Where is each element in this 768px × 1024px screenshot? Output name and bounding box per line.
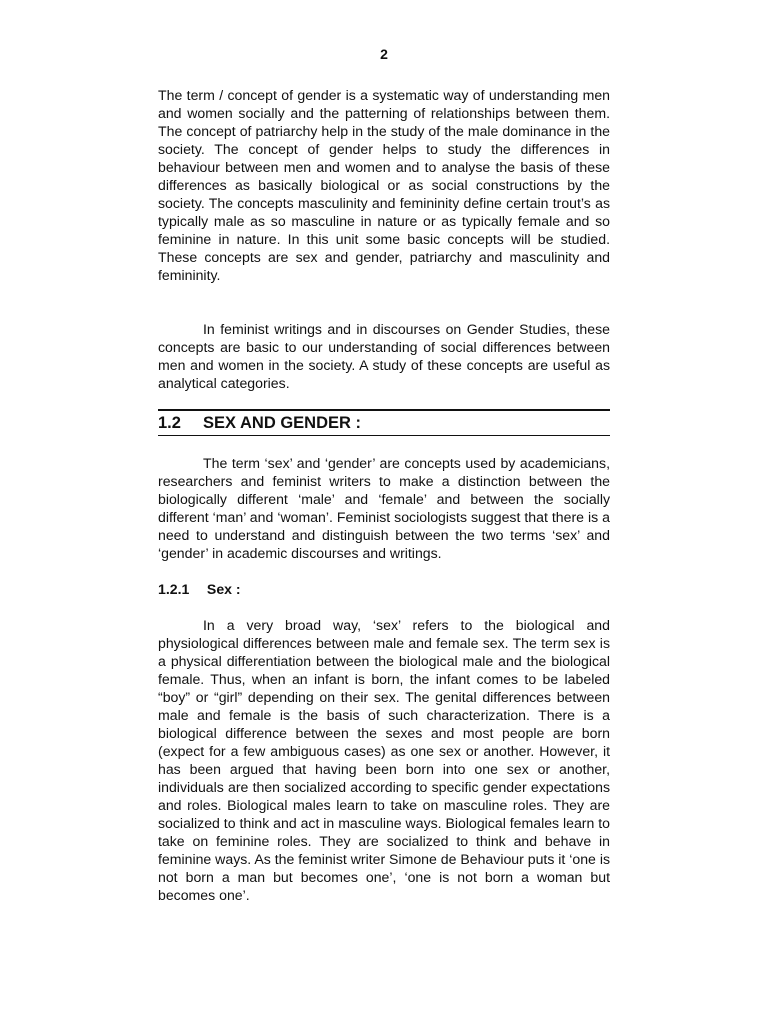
intro-paragraph: The term / concept of gender is a systematic way of understanding men and women socially and the patterning of relationships between them. The concept of patriarchy help in the study of the male dominance in the society. The concept of gender helps to study the differences in behaviour between men and women and to analyse the basis of these differences as basically biological or as social constructions by the society. The concepts masculinity and femininity define certain trout’s as typically male as so masculine in nature or as typically female and so feminine in nature. In this unit some basic concepts will be studied. These concepts are sex and gender, patriarchy and masculinity and femininity.	[158, 87, 610, 283]
subsection-number: 1.2.1	[158, 581, 190, 597]
feminist-writings-paragraph: In feminist writings and in discourses on Gender Studies, these concepts are basic to our understanding of social differences between men and women in the society. A study of these concepts are useful as analytical categories.	[158, 321, 610, 391]
sex-gender-terms-paragraph: The term ‘sex’ and ‘gender’ are concepts used by academicians, researchers and feminist writers to make a distinction between the biologically different ‘male’ and ‘female’ and between the socially different ‘man’ and ‘woman’. Feminist sociologists suggest that there is a need to understand and distinguish between the two terms ‘sex’ and ‘gender’ in academic discourses and writings.	[158, 455, 610, 561]
subsection-heading	[158, 580, 610, 598]
page-number: 2	[380, 46, 388, 62]
paragraph-spacer	[158, 284, 610, 320]
sex-definition-paragraph: In a very broad way, ‘sex’ refers to the biological and physiological differences between male and female sex. The term sex is a physical differentiation between the biological male and the biological female. Thus, when an infant is born, the infant comes to be labeled “boy” or “girl” depending on their sex. The genital differences between male and female is the basis of such characterization. There is a biological difference between the sexes and most people are born (expect for a few ambiguous cases) as one sex or another. However, it has been argued that having been born into one sex or another, individuals are then socialized according to specific gender expectations and roles. Biological males learn to take on masculine roles. They are socialized to think and act in masculine ways. Biological females learn to take on feminine roles. They are socialized to think and behave in feminine ways. As the feminist writer Simone de Behaviour puts it ‘one is not born a man but becomes one’, ‘one is not born a woman but becomes one’.	[158, 617, 611, 903]
subsection-title: Sex :	[206, 581, 241, 597]
document-page	[158, 44, 610, 904]
section-title: SEX AND GENDER :	[203, 414, 361, 432]
section-heading	[158, 409, 610, 436]
section-number: 1.2	[158, 414, 181, 432]
